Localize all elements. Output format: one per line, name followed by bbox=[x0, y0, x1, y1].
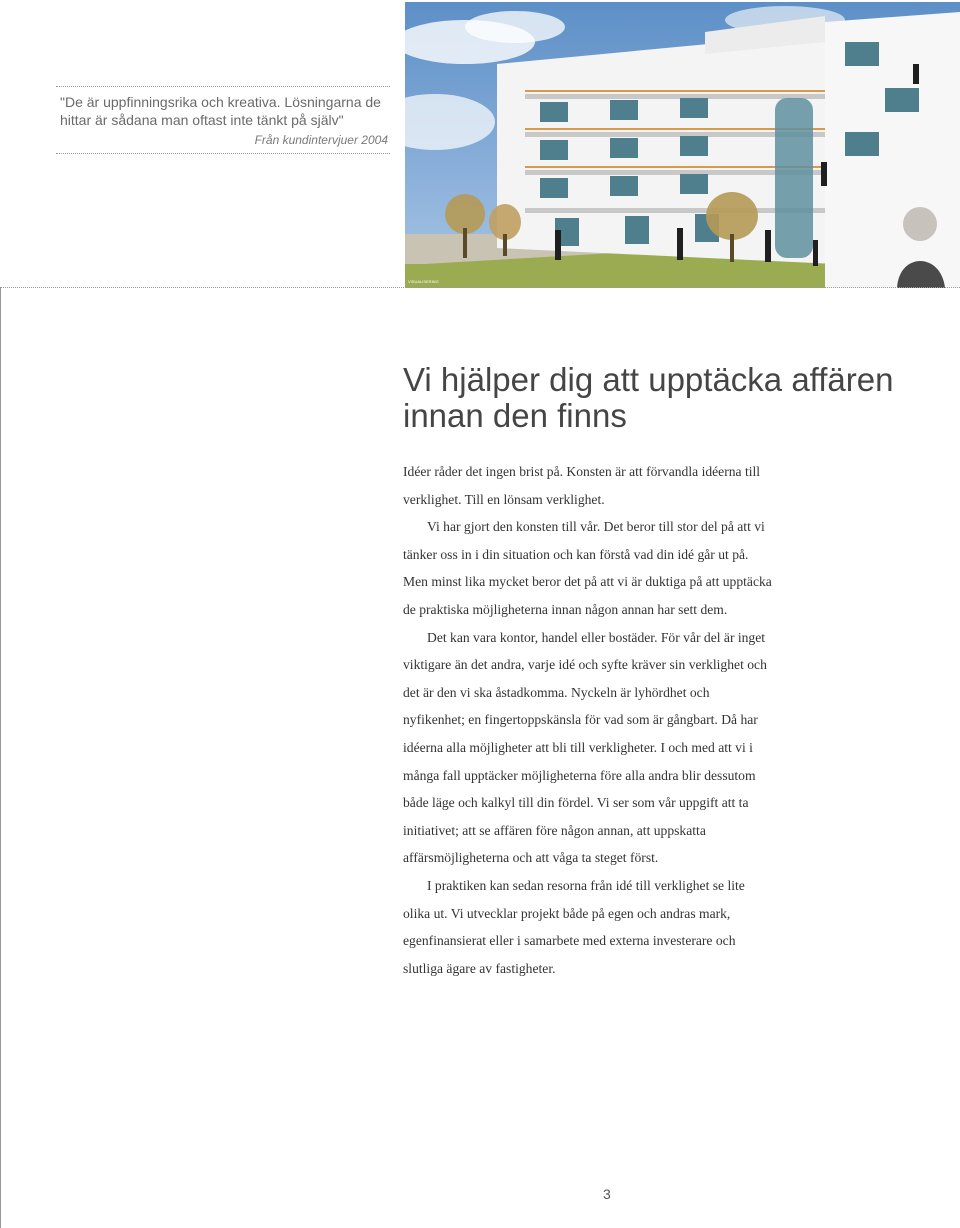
body-paragraph: Vi har gjort den konsten till vår. Det beror till stor del på att vi tänker oss in i din situation och kan förstå vad din idé går ut på. Men minst lika mycket beror det på att vi är duktiga på att upptäcka de praktiska möjligheterna innan någon annan har sett dem. bbox=[403, 519, 772, 617]
pull-quote bbox=[56, 86, 390, 154]
section-divider bbox=[0, 287, 960, 288]
page-number: 3 bbox=[603, 1186, 611, 1202]
page-edge-line bbox=[0, 287, 1, 1228]
body-paragraph: Det kan vara kontor, handel eller bostäder. För vår del är inget viktigare än det andra, varje idé och syfte kräver sin verklighet och det är den vi ska åstadkomma. Nyckeln är lyhördhet och nyfikenhet; en fingertoppskänsla för vad som är gångbart. Då har idéerna alla möjligheter att bli till verkligheter. I och med att vi i många fall upptäcker möjligheterna före alla andra blir dessutom både läge och kalkyl till din fördel. Vi ser som vår uppgift att ta initiativet; att se affären före någon annan, att uppskatta affärsmöjligheterna och att våga ta steget först. bbox=[403, 629, 767, 866]
page-headline: Vi hjälper dig att upptäcka affären innan den finns bbox=[403, 361, 894, 434]
building-render-image bbox=[405, 2, 960, 288]
building-illustration bbox=[405, 2, 960, 288]
body-paragraph: I praktiken kan sedan resorna från idé till verklighet se lite olika ut. Vi utvecklar projekt både på egen och andras mark, egenfinansierat eller i samarbete med externa investerare och slutliga ägare av fastigheter. bbox=[403, 877, 745, 976]
body-text bbox=[403, 458, 773, 982]
image-credit: VISUALISERING bbox=[408, 279, 439, 284]
body-paragraph: Idéer råder det ingen brist på. Konsten är att förvandla idéerna till verklighet. Till en lönsam verklighet. bbox=[403, 464, 761, 507]
pull-quote-source: Från kundintervjuer 2004 bbox=[254, 133, 388, 147]
pull-quote-text: "De är uppfinningsrika och kreativa. Lösningarna de hittar är sådana man oftast inte tänkt på själv" bbox=[60, 94, 381, 128]
